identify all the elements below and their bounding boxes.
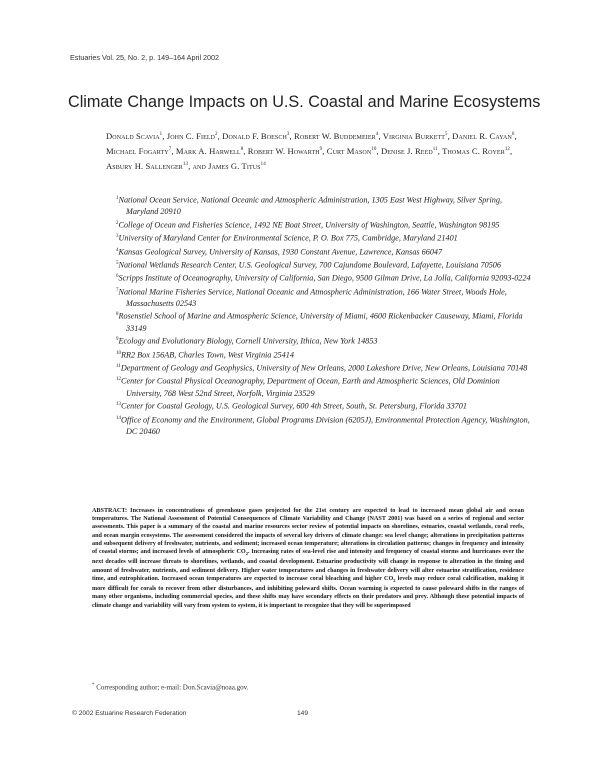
author-affiliation-marker: 4 <box>375 132 379 137</box>
author-affiliation-marker: 14 <box>260 161 266 167</box>
abstract <box>92 507 524 610</box>
affiliation-number: 14 <box>116 415 121 421</box>
author-separator: , <box>322 145 327 156</box>
abstract-text-2: . Increasing rates of sea-level rise and intensity and frequency of coastal storms and hurricanes over the next decades will increase threats to shorelines, wetlands, and coastal development. Estuarine productivity will change in response to alteration in the timing and amount of freshwater, nutrients, and sediment delivery. Higher water temperatures and changes in freshwater delivery will alter estuarine stratification, residence time, and eutrophication. Increased ocean temperatures are expected to increase coral bleaching and higher CO <box>92 549 524 582</box>
affiliation-item <box>116 399 536 412</box>
affiliation-item <box>116 334 536 347</box>
affiliation-text: Kansas Geological Survey, University of Kansas, 1930 Constant Avenue, Lawrence, Kansas 66047 <box>118 247 443 257</box>
affiliation-text: University of Maryland Center for Environmental Science, P. O. Box 775, Cambridge, Maryland 21401 <box>118 233 458 243</box>
affiliation-text: Center for Coastal Physical Oceanography, Department of Ocean, Earth and Atmospheric Sciences, Old Dominion University, 768 West 52nd Street, Norfolk, Virginia 23529 <box>121 377 500 398</box>
affiliation-text: Center for Coastal Geology, U.S. Geological Survey, 600 4th Street, South, St. Petersburg, Florida 33701 <box>121 402 467 412</box>
affiliation-text: College of Ocean and Fisheries Science, 1492 NE Boat Street, University of Washington, Seattle, Washington 98195 <box>118 220 500 230</box>
author-affiliation-marker: 9 <box>319 146 323 152</box>
affiliation-text: RR2 Box 156AB, Charles Town, West Virginia 25414 <box>121 350 294 360</box>
author-separator: , <box>289 130 295 141</box>
affiliation-item <box>116 374 536 399</box>
author-affiliation-marker: 5 <box>445 132 448 137</box>
abstract-sub-2: 2 <box>393 578 396 584</box>
affiliation-item <box>116 231 536 244</box>
author-affiliation-marker: 6 <box>511 132 515 137</box>
affiliation-number: 11 <box>116 364 121 370</box>
author-separator: , <box>217 130 223 141</box>
affiliation-number: 12 <box>116 377 121 383</box>
author-separator: , <box>243 145 248 156</box>
footnote-marker: * <box>92 683 95 688</box>
affiliation-text: Department of Geology and Geophysics, University of New Orleans, 2000 Lakeshore Drive, New Orleans, Louisiana 70148 <box>120 363 528 373</box>
author-affiliation-marker: 12 <box>504 146 511 152</box>
author-separator: , and <box>188 160 209 171</box>
affiliation-number: 9 <box>116 337 119 343</box>
affiliation-text: Ecology and Evolutionary Biology, Cornell University, Ithica, New York 14853 <box>118 337 378 347</box>
author-affiliation-marker: 7 <box>168 146 172 152</box>
affiliation-number: 1 <box>116 196 119 201</box>
author-affiliation-marker: 1 <box>159 132 163 137</box>
author-separator: , <box>171 145 176 156</box>
abstract-text-1: Increases in concentrations of greenhouse gases projected for the 21st century are expected to lead to increased mean global air and ocean temperatures. The National Assessment of Potential Consequences of Climate Variability and Change (NAST 2001) was based on a series of regional and sector assessments. This paper is a summary of the coastal and marine resources sector review of potential impacts on shorelines, estuaries, coastal wetlands, coral reefs, and ocean margin ecosystems. The assessment considered the impacts of several key drivers of climate change: sea level change; alterations in precipitation patterns and subsequent delivery of freshwater, nutrients, and sediment; increased ocean temperature; alterations in circulation patterns; changes in frequency and intensity of coastal storms; and increased levels of atmospheric CO <box>92 508 524 556</box>
copyright-notice: © 2002 Estuarine Research Federation <box>72 710 187 717</box>
author-name: Donald Scavia <box>106 130 160 141</box>
affiliation-number: 5 <box>116 260 119 266</box>
author-name: Robert W. Buddemeier <box>294 130 376 141</box>
affiliation-text: National Marine Fisheries Service, National Oceanic and Atmospheric Administration, 166 Water Street, Woods Hole, Massachusetts 02543 <box>118 287 507 308</box>
author-name: Virginia Burkett <box>382 130 446 141</box>
affiliation-list <box>116 193 536 438</box>
author-list <box>106 128 538 173</box>
author-name: Michael Fogarty <box>106 145 169 156</box>
author-name: Asbury H. Sallenger <box>106 160 183 171</box>
affiliation-item <box>116 361 536 374</box>
affiliation-item <box>116 413 536 438</box>
author-separator: , <box>378 130 383 141</box>
affiliation-number: 8 <box>116 312 119 318</box>
affiliation-number: 13 <box>116 402 121 408</box>
affiliation-number: 4 <box>116 247 119 253</box>
author-affiliation-marker: 13 <box>182 161 189 167</box>
affiliation-text: Scripps Institute of Oceanography, University of California, San Diego, 9500 Gilman Drive, La Jolla, California 92093-0224 <box>118 273 531 283</box>
abstract-label: ABSTRACT: <box>92 508 128 514</box>
affiliation-number: 2 <box>116 220 119 226</box>
author-name: Denise J. Reed <box>380 145 433 156</box>
journal-citation: Estuaries Vol. 25, No. 2, p. 149–164 April 2002 <box>70 53 220 62</box>
footnote-text: Corresponding author; e-mail: Don.Scavia@noaa.gov. <box>94 683 249 692</box>
author-affiliation-marker: 11 <box>432 146 438 152</box>
abstract-text-3: levels may reduce coral calcification, making it more difficult for corals to recover from other disturbances, and inhibiting poleward shifts. Ocean warming is expected to cause poleward shifts in the ranges of many other organisms, including commercial species, and these shifts may have secondary effects on their predators and prey. Although these potential impacts of climate change and variability will vary from system to system, it is important to recognize that they will be superimposed <box>92 575 524 609</box>
author-separator: , <box>437 145 443 156</box>
author-affiliation-marker: 8 <box>240 146 244 152</box>
affiliation-number: 10 <box>116 350 121 356</box>
author-affiliation-marker: 3 <box>286 132 290 137</box>
affiliation-item <box>116 245 536 258</box>
affiliation-number: 6 <box>116 274 119 280</box>
affiliation-text: Rosenstiel School of Marine and Atmospheric Science, University of Miami, 4600 Rickenbacker Causeway, Miami, Florida 33149 <box>118 312 523 333</box>
author-name: John C. Field <box>166 130 216 141</box>
affiliation-item <box>116 218 536 231</box>
author-separator: , <box>514 130 517 141</box>
author-name: Thomas C. Royer <box>442 145 505 156</box>
author-name: Mark A. Harwell <box>175 145 241 156</box>
affiliation-item <box>116 271 536 284</box>
affiliation-item <box>116 348 536 361</box>
affiliation-text: National Ocean Service, National Oceanic and Atmospheric Administration, 1305 East West Highway, Silver Spring, Maryland 20910 <box>118 195 502 217</box>
affiliation-text: Office of Economy and the Environment, Global Programs Division (6205J), Environmental Protection Agency, Washington, DC 20460 <box>121 415 530 436</box>
author-separator: , <box>510 145 513 156</box>
affiliation-item <box>116 309 536 334</box>
author-affiliation-marker: 2 <box>215 132 218 137</box>
affiliation-number: 7 <box>116 287 119 293</box>
author-separator: , <box>376 145 381 156</box>
author-name: Daniel R. Cayan <box>452 130 512 141</box>
abstract-sub-1: 2 <box>245 551 248 557</box>
author-name: James G. Titus <box>208 160 261 171</box>
affiliation-text: National Wetlands Research Center, U.S. Geological Survey, 700 Cajundome Boulevard, Lafayette, Louisiana 70506 <box>118 260 501 270</box>
affiliation-item <box>116 193 536 218</box>
affiliation-item <box>116 258 536 271</box>
author-separator: , <box>162 130 167 141</box>
author-separator: , <box>447 130 453 141</box>
affiliation-number: 3 <box>116 234 119 240</box>
author-name: Donald F. Boesch <box>222 130 287 141</box>
paper-title: Climate Change Impacts on U.S. Coastal and Marine Ecosystems <box>68 93 541 111</box>
author-name: Curt Mason <box>326 145 372 156</box>
corresponding-author-footnote <box>92 683 248 691</box>
author-name: Robert W. Howarth <box>247 145 320 156</box>
page-number: 149 <box>297 710 309 717</box>
author-affiliation-marker: 10 <box>371 146 377 152</box>
affiliation-item <box>116 285 536 310</box>
